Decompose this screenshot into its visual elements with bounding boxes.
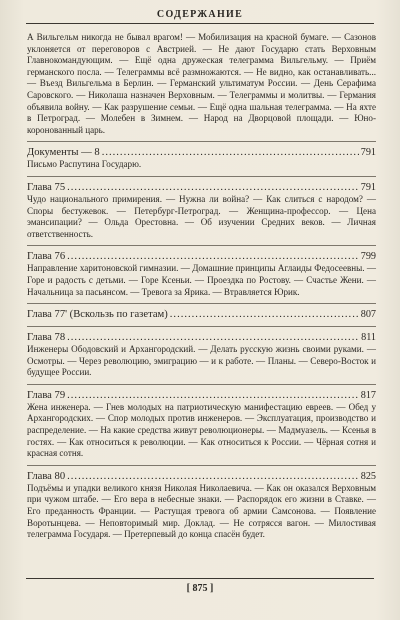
toc-entry-chapter-78 bbox=[27, 331, 376, 379]
entry-heading-row bbox=[27, 470, 376, 483]
entry-description: Жена инженера. — Гнев молодых на патриотическую манифестацию евреев. — Обед у Архангородских. — Спор молодых против инженеров. — Эксплуатация, производство и распределение. — На какие средства живут революционеры. — Мадмуазель. — Ксенья в гостях. — Как относиться к революции. — Как относиться к России. — Чёрная сотня и красная сотня. bbox=[27, 401, 376, 459]
separator bbox=[27, 326, 376, 327]
entry-title: Глава 75 bbox=[27, 181, 66, 193]
page-header: СОДЕРЖАНИЕ bbox=[156, 9, 244, 20]
toc-entry-chapter-77 bbox=[27, 308, 376, 321]
toc-entry-chapter-79 bbox=[27, 389, 376, 460]
entry-heading-row bbox=[27, 389, 376, 402]
intro-paragraph: А Вильгельм никогда не бывал врагом! — Мобилизация на красной бумаге. — Сазонов уклоняется от переговоров с Австрией. — Не дают Государю стать Верховным Главнокомандующим. — Ещё одна дружеская телеграмма Вильгельму. — Приём германского посла. — Телеграммы всё размножаются. — Не видно, как останавливать... — Въезд Вильгельма в Берлин. — Германский ультиматум России. — День Серафима Саровского. — Николаша назначен Верховным. — Телеграммы и молитвы. — Германия объявила войну. — Как разрушение семьи. — Ещё одна шальная телеграмма. — На яхте в Петроград. — Молебен в Зимнем. — Народ на Дворцовой площади. — Юно-коронованный царь. bbox=[27, 32, 376, 135]
entry-page-number: 791 bbox=[360, 181, 376, 193]
entry-heading-row bbox=[27, 146, 376, 159]
entry-page-number: 811 bbox=[361, 332, 376, 344]
entry-heading-row bbox=[27, 331, 376, 344]
page-number: [ 875 ] bbox=[186, 583, 214, 594]
entry-page-number: 791 bbox=[360, 147, 376, 159]
separator bbox=[27, 303, 376, 304]
entry-title: Документы — 8 bbox=[27, 147, 100, 159]
entry-title: Глава 76 bbox=[27, 251, 66, 263]
separator bbox=[27, 384, 376, 385]
toc-entry-chapter-75 bbox=[27, 181, 376, 240]
entry-title: Глава 80 bbox=[27, 470, 66, 482]
entry-description: Подъёмы и упадки великого князя Николая Николаевича. — Как он оказался Верховным при чужом штабе. — Его вера в небесные знаки. — Распорядок его жизни в Ставке. — Его преданность Франции. — Растущая тревога об армии Самсонова. — Появление Воротынцева. — Неповторимый мир. Доклад. — Не сотрясся вагон. — Милостивая телеграмма Государя. — Претерпевый до конца спасён будет. bbox=[27, 482, 376, 540]
entry-description: Чудо национального примирения. — Нужна ли война? — Как слиться с народом? — Споры бестужевок. — Петербург-Петроград. — Женщина-профессор. — Цена эмансипации? — Ольда Орестовна. — Об изучении Средних веков. — Личная ответственность. bbox=[27, 193, 376, 239]
toc-entry-chapter-76 bbox=[27, 250, 376, 298]
entry-page-number: 825 bbox=[360, 470, 376, 482]
dot-leader bbox=[67, 181, 359, 194]
dot-leader bbox=[170, 308, 359, 321]
toc-content bbox=[27, 32, 376, 541]
entry-title: Глава 77' (Вскользь по газетам) bbox=[27, 309, 168, 321]
entry-description: Инженеры Ободовский и Архангородский. — Делать русскую жизнь своими руками. — Осмотры. — Через революцию, эмиграцию — и к работе. — Планы. — Северо-Восток и будущее России. bbox=[27, 344, 376, 378]
dot-leader bbox=[67, 389, 359, 402]
header-rule bbox=[26, 23, 374, 24]
entry-page-number: 799 bbox=[360, 251, 376, 263]
entry-description: Письмо Распутина Государю. bbox=[27, 159, 142, 170]
toc-entry-documents-8 bbox=[27, 146, 376, 171]
separator bbox=[27, 141, 376, 142]
entry-title: Глава 79 bbox=[27, 389, 66, 401]
separator bbox=[27, 176, 376, 177]
entry-page-number: 817 bbox=[360, 389, 376, 401]
toc-entry-chapter-80 bbox=[27, 470, 376, 541]
dot-leader bbox=[67, 470, 359, 483]
dot-leader bbox=[67, 250, 359, 263]
entry-description: Направление харитоновской гимназии. — Домашние принципы Аглаиды Федосеевны. — Горе и радость с детьми. — Горе Ксеньи. — Проездка по Ростову. — Счастье Жени. — Начальница за пасьянсом. — Тревога за Ярика. — Втравляется Юрик. bbox=[27, 263, 376, 297]
entry-heading-row bbox=[27, 308, 376, 321]
footer-rule bbox=[26, 578, 374, 579]
separator bbox=[27, 245, 376, 246]
entry-heading-row bbox=[27, 250, 376, 263]
entry-page-number: 807 bbox=[360, 309, 376, 321]
dot-leader bbox=[102, 146, 359, 159]
separator bbox=[27, 465, 376, 466]
entry-title: Глава 78 bbox=[27, 332, 66, 344]
dot-leader bbox=[67, 331, 359, 344]
entry-heading-row bbox=[27, 181, 376, 194]
